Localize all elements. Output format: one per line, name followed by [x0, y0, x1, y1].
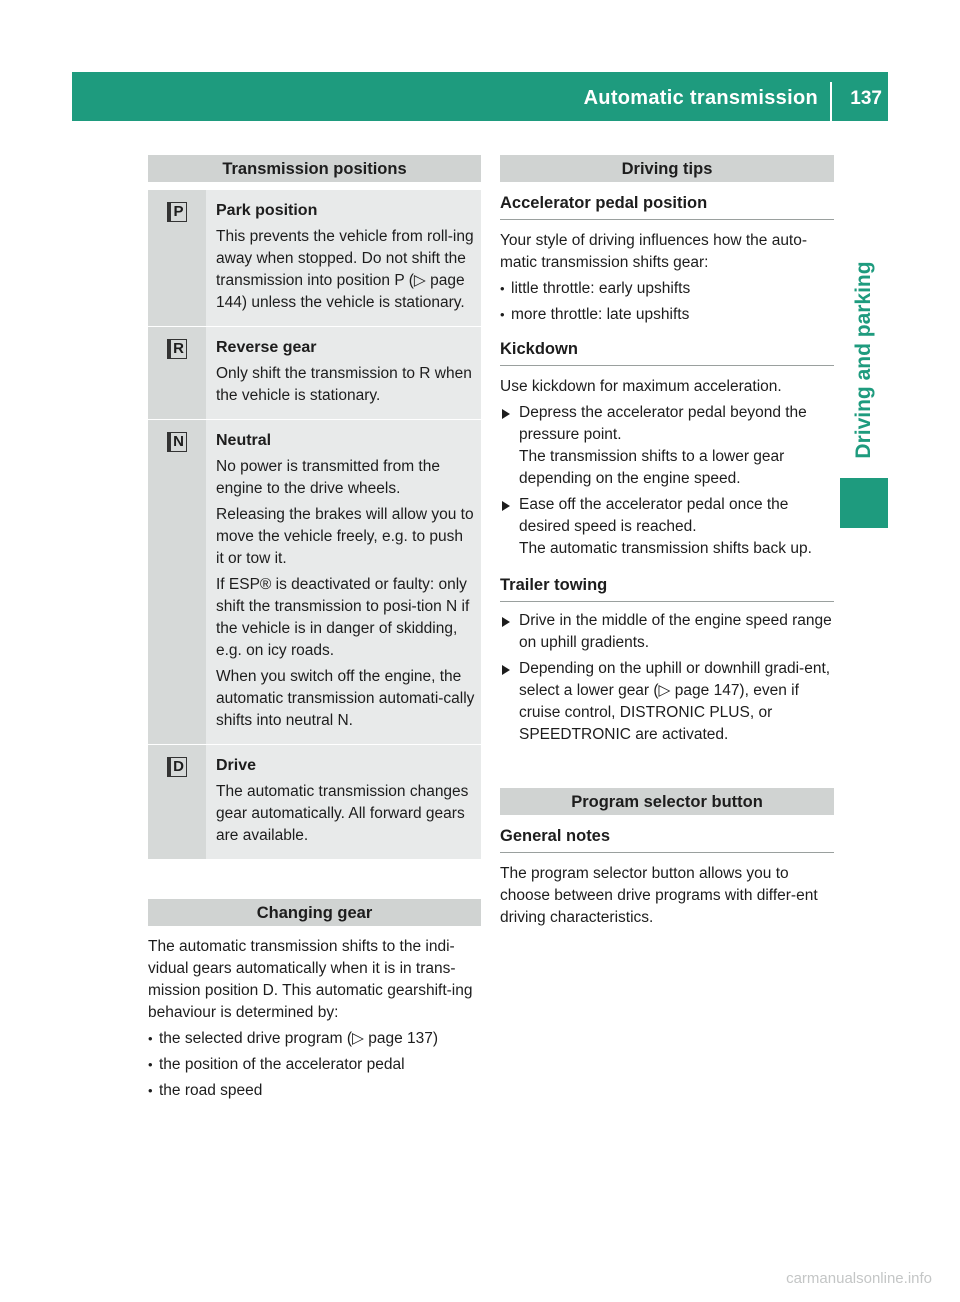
gear-description: This prevents the vehicle from roll-ing away when stopped. Do not shift the transmission into position P (▷ page 144) unless the vehicle is stationary. [216, 228, 474, 311]
kickdown-subheading: Kickdown [500, 338, 834, 366]
step-item [500, 494, 834, 560]
page-header [72, 72, 888, 121]
kickdown-intro: Use kickdown for maximum acceleration. [500, 378, 782, 395]
changing-gear-intro: The automatic transmission shifts to the indi-vidual gears automatically when it is in trans-mission position D. This automatic gearshift-ing behaviour is determined by: [148, 938, 473, 1021]
accelerator-subheading: Accelerator pedal position [500, 192, 834, 220]
step-item: Depending on the uphill or downhill gradi-ent, select a lower gear (▷ page 147), even if cruise control, DISTRONIC PLUS, or SPEEDTRONIC are activated. [500, 658, 834, 746]
chapter-title: Automatic transmission [583, 87, 818, 109]
gear-description: Releasing the brakes will allow you to move the vehicle freely, e.g. to push it or tow it. [216, 506, 474, 567]
right-column [500, 155, 834, 929]
general-notes-subheading: General notes [500, 825, 834, 853]
gear-row-drive [148, 744, 481, 859]
gear-title: Drive [216, 757, 257, 774]
gear-description: If ESP® is deactivated or faulty: only shift the transmission to posi-tion N if the vehicle is in danger of skidding, e.g. on icy roads. [216, 576, 470, 659]
park-symbol-icon: P [167, 202, 187, 222]
neutral-symbol-icon: N [167, 432, 187, 452]
side-tab-label: Driving and parking [852, 261, 875, 459]
list-item: • the position of the accelerator pedal [148, 1054, 481, 1076]
header-divider [830, 82, 832, 121]
trailer-steps [500, 610, 834, 746]
step-result: The transmission shifts to a lower gear depending on the engine speed. [519, 448, 785, 487]
accelerator-intro: Your style of driving influences how the auto-matic transmission shifts gear: [500, 232, 808, 271]
gear-positions-table [148, 190, 481, 859]
step-item [500, 402, 834, 490]
list-item: • the selected drive program (▷ page 137) [148, 1028, 481, 1050]
kickdown-steps [500, 402, 834, 560]
step-result: The automatic transmission shifts back up. [519, 540, 812, 557]
changing-gear-heading: Changing gear [148, 899, 481, 926]
step-item: Drive in the middle of the engine speed range on uphill gradients. [500, 610, 834, 654]
section-side-tab [840, 245, 888, 475]
side-tab-marker [840, 478, 888, 528]
gearshift-factors-list [148, 1028, 481, 1102]
list-item: • the road speed [148, 1080, 481, 1102]
list-item: • little throttle: early upshifts [500, 278, 834, 300]
gear-title: Neutral [216, 432, 272, 449]
gear-description: The automatic transmission changes gear automatically. All forward gears are available. [216, 783, 469, 844]
gear-description: No power is transmitted from the engine to the drive wheels. [216, 458, 440, 497]
transmission-positions-heading: Transmission positions [148, 155, 481, 182]
watermark: carmanualsonline.info [786, 1270, 932, 1287]
program-selector-heading: Program selector button [500, 788, 834, 815]
list-item: • more throttle: late upshifts [500, 304, 834, 326]
gear-row-neutral [148, 419, 481, 744]
gear-title: Reverse gear [216, 339, 317, 356]
gear-title: Park position [216, 202, 318, 219]
step-action: Ease off the accelerator pedal once the desired speed is reached. [519, 496, 789, 535]
reverse-symbol-icon: R [167, 339, 187, 359]
step-action: Depress the accelerator pedal beyond the pressure point. [519, 404, 807, 443]
trailer-subheading: Trailer towing [500, 574, 834, 602]
general-notes-text: The program selector button allows you to choose between drive programs with differ-ent driving characteristics. [500, 865, 818, 926]
left-column [148, 155, 481, 1102]
gear-row-reverse [148, 326, 481, 419]
driving-tips-heading: Driving tips [500, 155, 834, 182]
drive-symbol-icon: D [167, 757, 187, 777]
page-number: 137 [850, 88, 882, 109]
gear-row-park [148, 190, 481, 326]
gear-description: When you switch off the engine, the automatic transmission automati-cally shifts into neutral N. [216, 668, 475, 729]
gear-description: Only shift the transmission to R when the vehicle is stationary. [216, 365, 472, 404]
throttle-list [500, 278, 834, 326]
